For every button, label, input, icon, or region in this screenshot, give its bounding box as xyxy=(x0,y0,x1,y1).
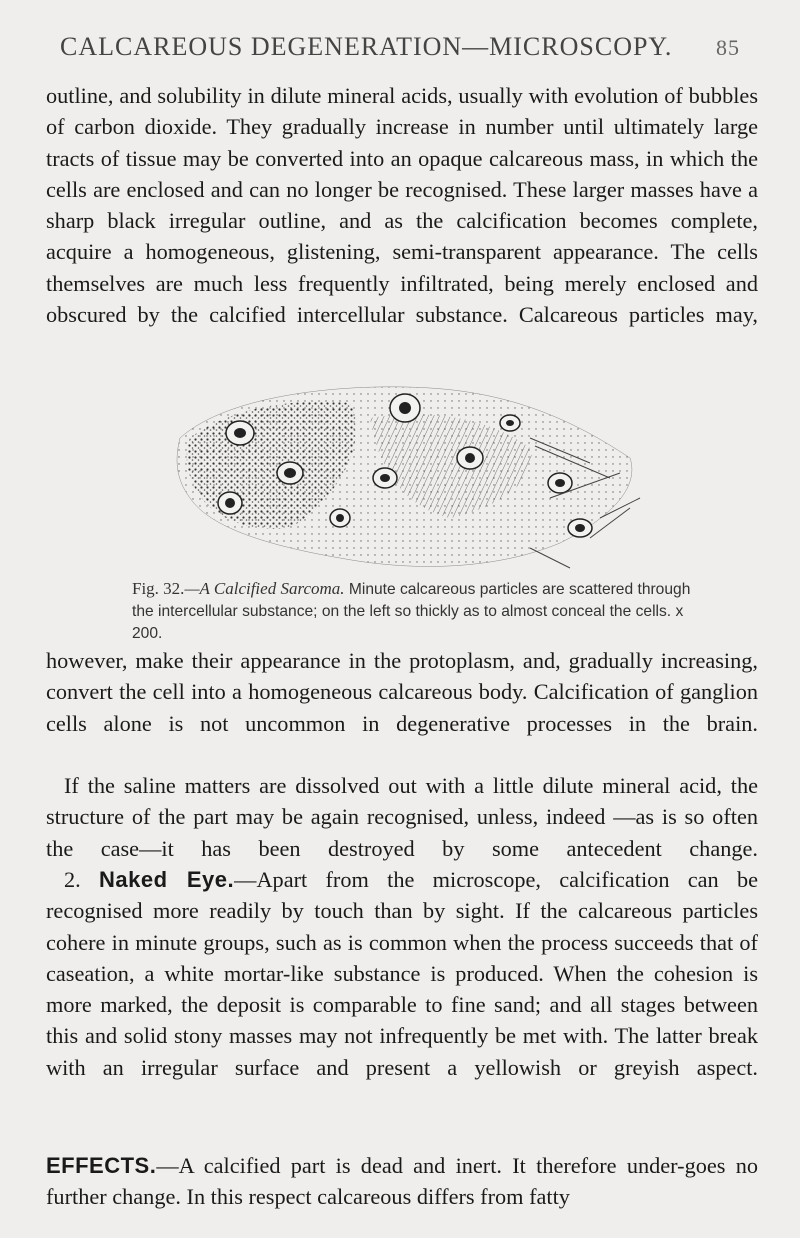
section-heading-naked-eye: Naked Eye. xyxy=(99,867,235,892)
paragraph-5 xyxy=(46,1150,758,1213)
paragraph-5-text: —A calcified part is dead and inert. It therefore under-goes no further change. In this respect calcareous differs from fatty xyxy=(46,1153,758,1210)
figure-caption-text: Minute calcareous particles are scattered through the intercellular substance; on the left so thickly as to almost conceal the cells. x 200. xyxy=(132,581,691,642)
paragraph-2: however, make their appearance in the protoplasm, and, gradually increasing, convert the cell into a homogeneous calcareous body. Calcification of ganglion cells alone is not uncommon in degenerative processes in the brain. xyxy=(46,648,758,736)
paragraph-3 xyxy=(46,770,758,864)
section-number: 2. xyxy=(64,867,81,892)
paragraph-4 xyxy=(46,864,758,1083)
figure-caption xyxy=(132,578,692,645)
figure-title: —A Calcified Sarcoma. xyxy=(184,579,345,598)
paragraph-3-text: If the saline matters are dissolved out with a little dilute mineral acid, the structure of the part may be again recognised, unless, indeed —as is so often the case—it has been destroyed by some antecedent change. xyxy=(46,773,758,861)
section-heading-effects: EFFECTS. xyxy=(46,1153,157,1178)
paragraph-4-text: —Apart from the microscope, calcification can be recognised more readily by touch than by sight. If the calcareous particles cohere in minute groups, such as is common when the process succeeds that of caseation, a white mortar-like substance is produced. When the cohesion is more marked, the deposit is comparable to fine sand; and all stages between this and solid stony masses may not infrequently be met with. The latter break with an irregular surface and present a yellowish or greyish aspect. xyxy=(46,867,759,1080)
figure-label: Fig. 32. xyxy=(132,579,185,598)
running-title: CALCAREOUS DEGENERATION—MICROSCOPY. xyxy=(60,32,673,61)
page-number: 85 xyxy=(716,35,740,60)
calcified-sarcoma-illustration xyxy=(170,378,650,578)
paragraph-1: outline, and solubility in dilute mineral acids, usually with evolution of bubbles of carbon dioxide. They gradually increase in number until ultimately large tracts of tissue may be converted into an opaque calcareous mass, in which the cells are enclosed and can no longer be recognised. These larger masses have a sharp black irregular outline, and as the calcification becomes complete, acquire a homogeneous, glistening, semi-transparent appearance. The cells themselves are much less frequently infiltrated, being merely enclosed and obscured by the calcified intercellular substance. Calcareous particles may, xyxy=(46,83,758,328)
running-head xyxy=(60,32,740,62)
